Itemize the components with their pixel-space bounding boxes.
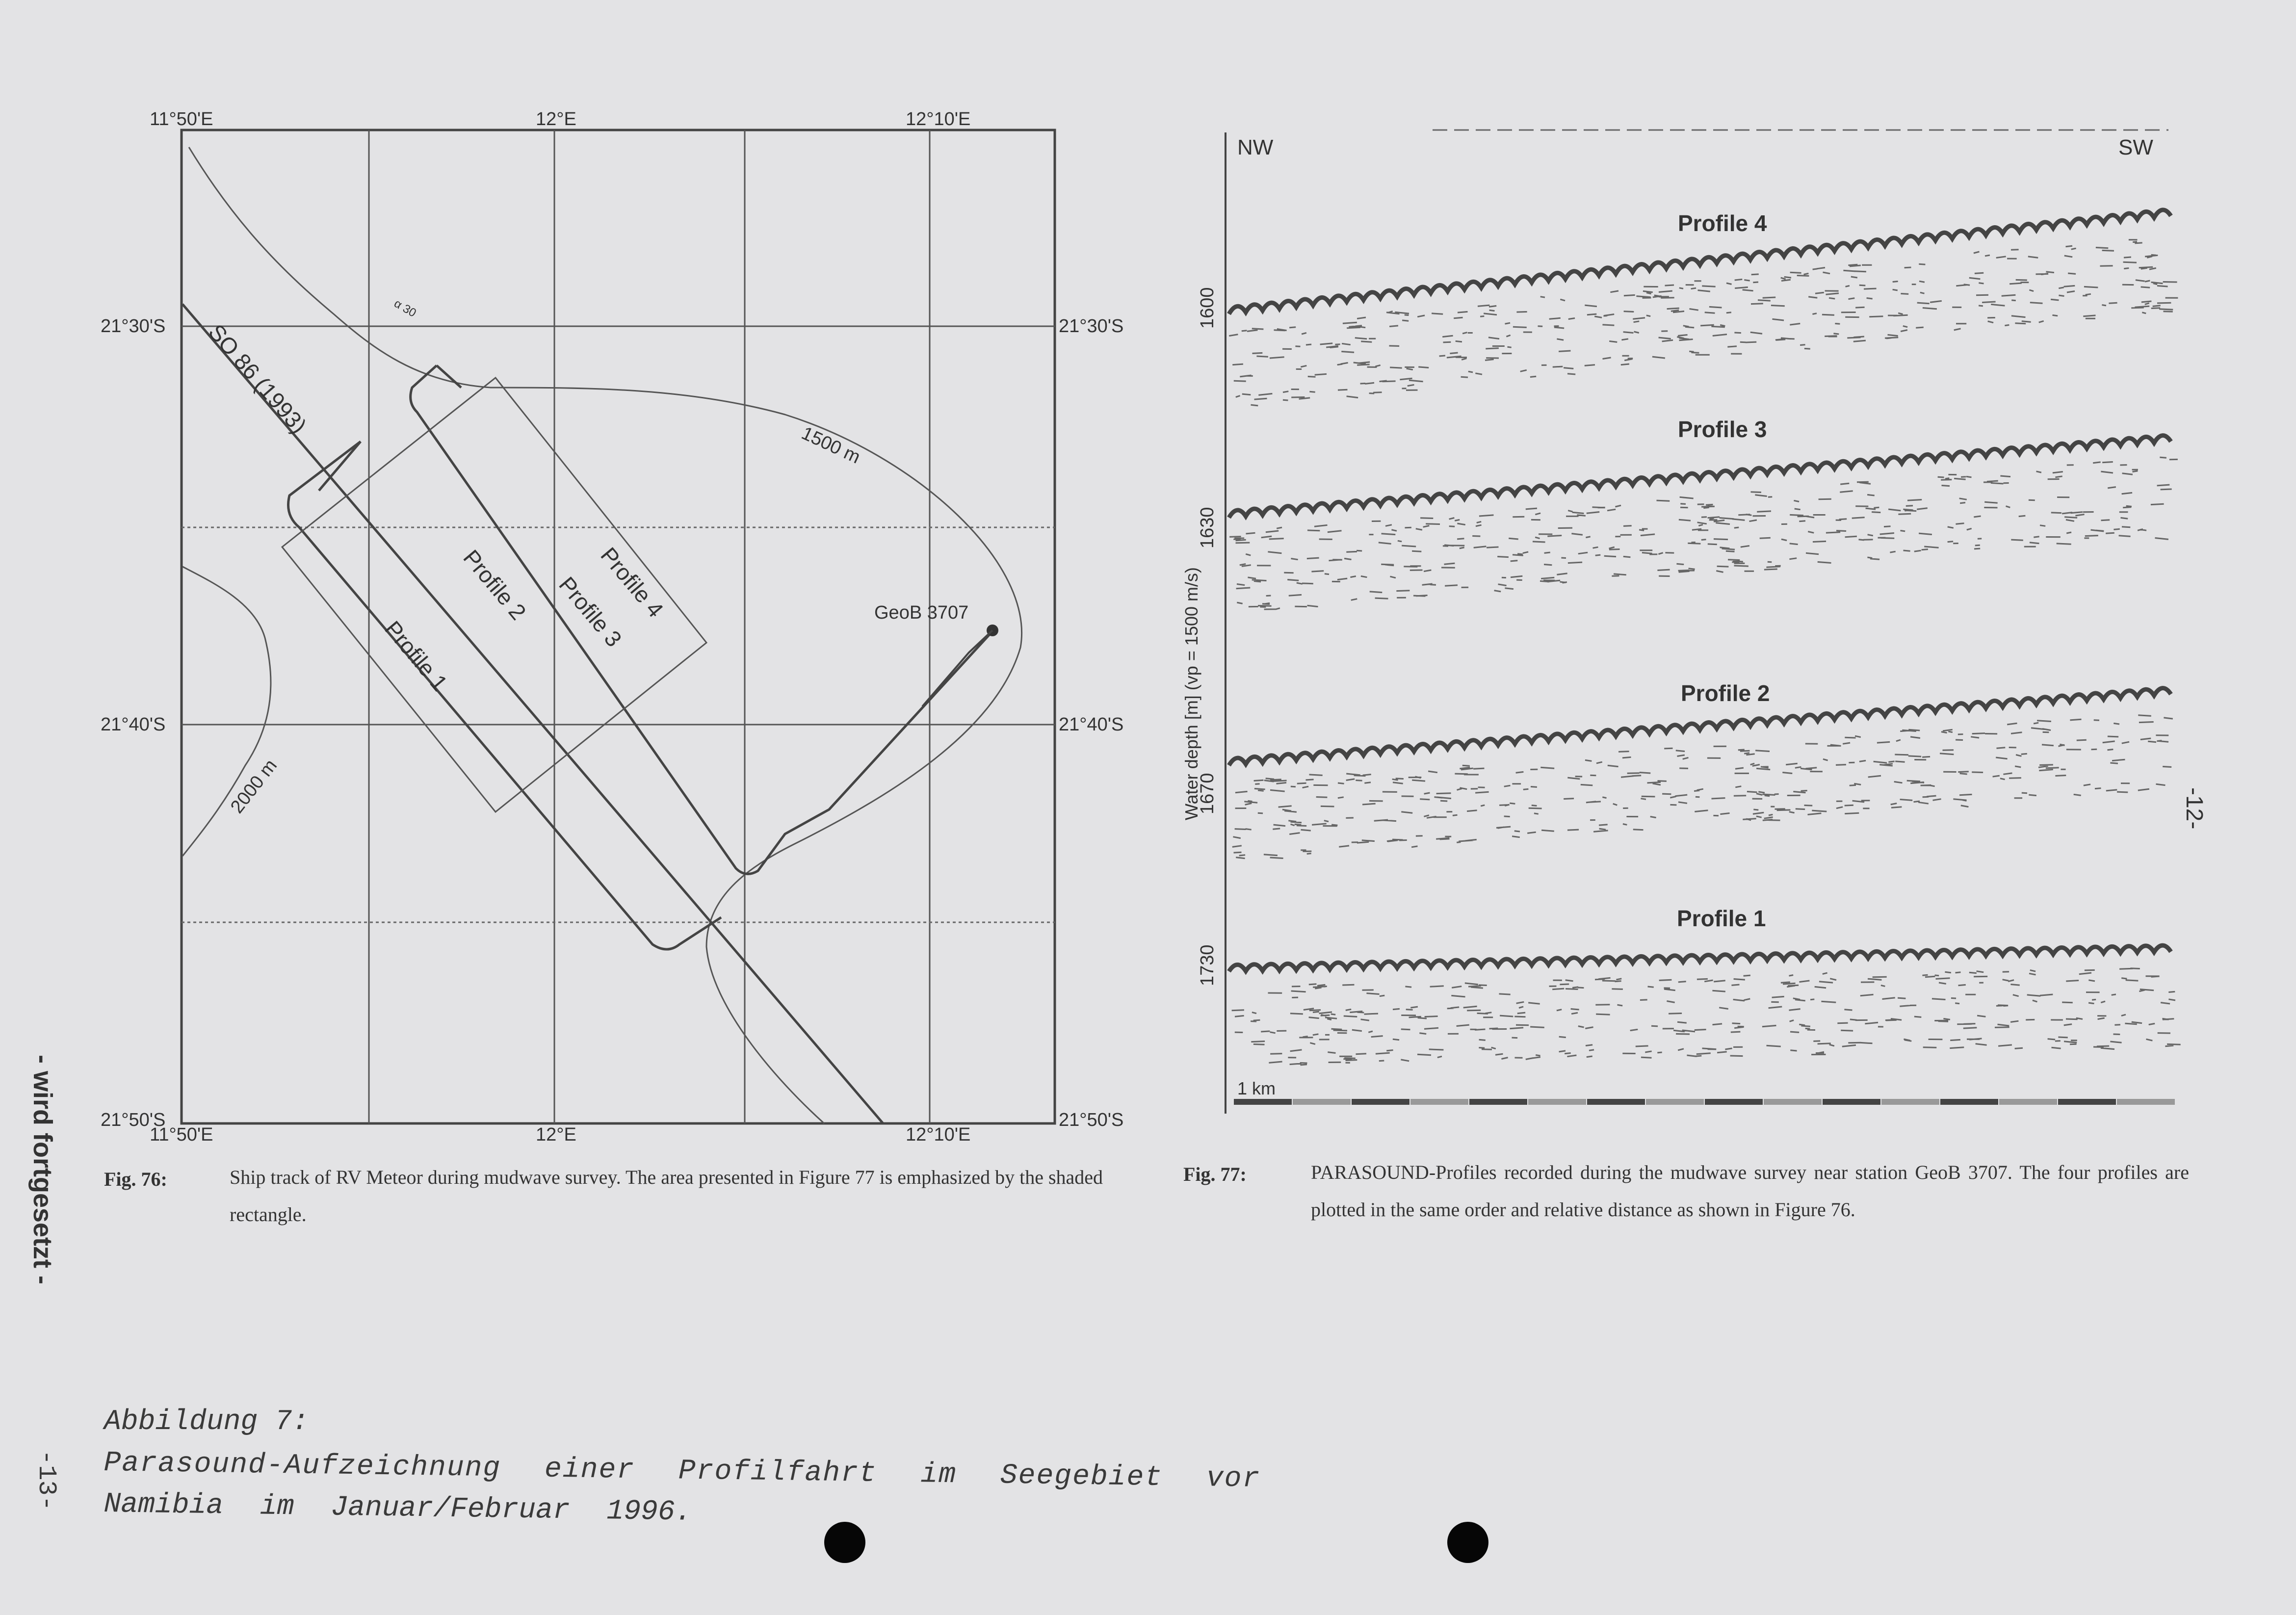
scale-segment [1764, 1099, 1822, 1105]
subsurface-reflector [1269, 1033, 2180, 1065]
depth-1630: 1630 [1197, 507, 1218, 548]
scale-segment [1234, 1099, 1292, 1105]
scale-segment [1823, 1099, 1880, 1105]
ship-track-map [0, 0, 1143, 1143]
lon-top-1: 11°50'E [150, 109, 213, 130]
lat-right-3: 21°50'S [1059, 1110, 1124, 1130]
contour-2000m [183, 567, 271, 856]
continued-note: - wird fortgesetzt - [28, 1055, 57, 1284]
scale-segment [2117, 1099, 2175, 1105]
lon-top-3: 12°10'E [906, 109, 971, 130]
fig76-caption: Ship track of RV Meteor during mudwave survey. The area presented in Figure 77 is emphasized by the shaded rectangle. [230, 1166, 1103, 1225]
lon-bottom-3: 12°10'E [906, 1124, 971, 1145]
subsurface-reflector [1236, 298, 2178, 406]
lon-bottom-1: 11°50'E [150, 1124, 213, 1145]
lat-right-2: 21°40'S [1059, 714, 1124, 735]
punch-hole-left [824, 1522, 865, 1563]
lat-left-1: 21°30'S [101, 316, 166, 337]
seafloor-reflector [1229, 945, 2171, 971]
scale-segment [2058, 1099, 2116, 1105]
scale-segment [1940, 1099, 1998, 1105]
abbildung-title: Abbildung 7: [104, 1406, 309, 1438]
sw-label: SW [2118, 135, 2153, 159]
scale-segment [1705, 1099, 1763, 1105]
contour-2000-label: 2000 m [227, 755, 282, 817]
scale-segment [1646, 1099, 1704, 1105]
fig76-number: Fig. 76: [104, 1168, 167, 1190]
lon-top-2: 12°E [536, 109, 576, 130]
scale-segment [1587, 1099, 1645, 1105]
scale-segment [1293, 1099, 1351, 1105]
lat-left-3: 21°50'S [101, 1110, 166, 1130]
scale-segment [1999, 1099, 2057, 1105]
abbildung-line-2: Namibia im Januar/Februar 1996. [104, 1488, 692, 1529]
scale-segment [1469, 1099, 1527, 1105]
contour-1500-label: 1500 m [798, 423, 863, 468]
seafloor-reflector [1229, 436, 2171, 518]
scale-label: 1 km [1237, 1078, 1276, 1098]
profile-4-title: Profile 4 [1678, 210, 1767, 236]
scale-segment [1881, 1099, 1939, 1105]
subsurface-reflector [1240, 485, 2172, 566]
profile-1-title: Profile 1 [1677, 906, 1766, 931]
profile-2-title: Profile 2 [1681, 680, 1770, 706]
small-mark: α 30 [391, 297, 418, 320]
depth-1730: 1730 [1197, 944, 1218, 986]
map-profile-4: Profile 4 [596, 542, 669, 623]
punch-hole-right [1447, 1522, 1488, 1563]
station-label: GeoB 3707 [874, 602, 969, 623]
depth-1600: 1600 [1197, 287, 1218, 329]
reflector-layers [1229, 210, 2181, 1065]
abbildung-line-1: Parasound-Aufzeichnung einer Profilfahrt im Seegebiet vor [104, 1447, 1261, 1495]
scale-segment [1528, 1099, 1586, 1105]
scale-segment [1410, 1099, 1468, 1105]
fig77-number: Fig. 77: [1183, 1163, 1247, 1185]
fig77-caption: PARASOUND-Profiles recorded during the mudwave survey near station GeoB 3707. The four profiles are plotted in the same order and relative distance as shown in Figure 76. [1311, 1161, 2189, 1221]
subsurface-reflector [1268, 968, 2160, 998]
scale-bar [1234, 1099, 2175, 1105]
subsurface-reflector [1232, 783, 2166, 859]
depth-axis-label: Water depth [m] (vp = 1500 m/s) [1181, 567, 1201, 820]
depth-1670: 1670 [1197, 773, 1218, 814]
map-profile-1: Profile 1 [380, 616, 453, 696]
scale-segment [1352, 1099, 1409, 1105]
subsurface-reflector [1235, 1015, 2174, 1044]
map-profile-3: Profile 3 [554, 572, 627, 652]
subsurface-reflector [1232, 255, 2158, 365]
profile-3-title: Profile 3 [1678, 417, 1767, 442]
nw-label: NW [1237, 135, 1274, 159]
lon-bottom-2: 12°E [536, 1124, 576, 1145]
page-number-right: -12- [2181, 787, 2207, 830]
meteor-track [288, 365, 991, 949]
track-label: SO 86 (1993) [204, 319, 312, 439]
subsurface-reflector [1229, 240, 2142, 336]
subsurface-reflector [1233, 759, 2171, 838]
lat-left-2: 21°40'S [101, 714, 166, 735]
lat-right-1: 21°30'S [1059, 316, 1124, 337]
page-number-left: -13- [32, 1450, 61, 1511]
parasound-profiles [1168, 98, 2188, 1138]
map-profile-2: Profile 2 [458, 545, 531, 625]
